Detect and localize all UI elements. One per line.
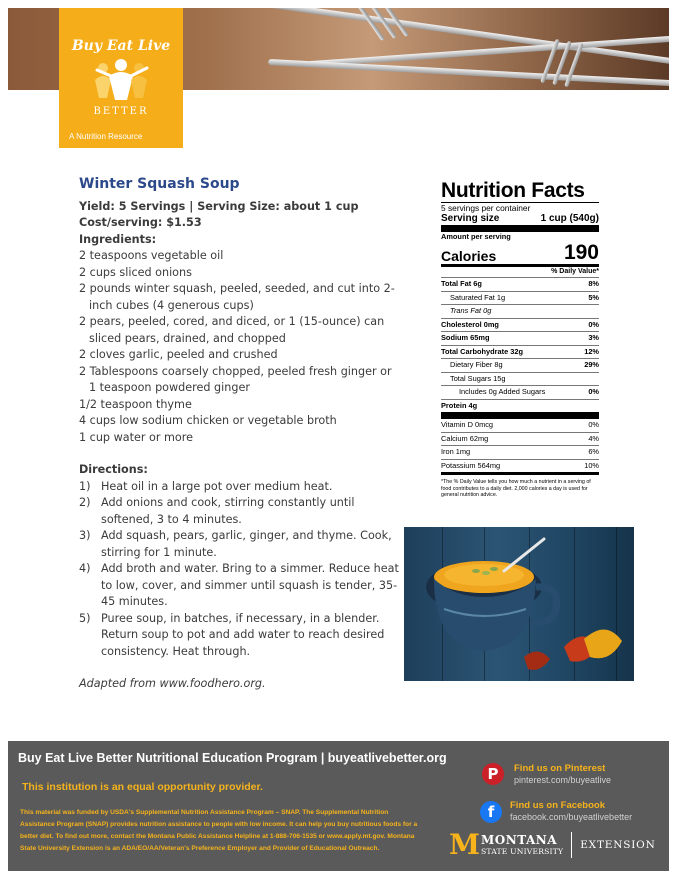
ingredient-item: 2 cloves garlic, peeled and crushed bbox=[79, 348, 278, 361]
msu-name bbox=[481, 834, 563, 857]
nutrient-label: Total Sugars 15g bbox=[450, 373, 506, 383]
facebook-icon[interactable]: f bbox=[480, 801, 502, 823]
step-text: Heat oil in a large pot over medium heat. bbox=[101, 479, 333, 493]
directions-heading: Directions: bbox=[79, 463, 148, 476]
nutrient-row bbox=[441, 304, 599, 318]
nutrition-facts-title: Nutrition Facts bbox=[441, 179, 585, 202]
logo-caption: A Nutrition Resource bbox=[69, 132, 143, 141]
msu-extension-logo bbox=[449, 830, 656, 860]
buy-eat-live-better-logo bbox=[59, 8, 183, 148]
nutrient-label: Includes 0g Added Sugars bbox=[459, 387, 546, 396]
nutrient-pct: 12% bbox=[584, 346, 599, 356]
nutrient-label: Protein 4g bbox=[441, 400, 478, 410]
nutrient-label: Saturated Fat 1g bbox=[450, 292, 506, 302]
serving-size-label: Serving size bbox=[441, 213, 500, 224]
ingredient-item: 2 pounds winter squash, peeled, seeded, and cut into 2-inch cubes (4 generous cups) bbox=[79, 282, 395, 312]
step-text: Puree soup, in batches, if necessary, in a blender. Return soup to pot and add water to reach desired consistency. Heat through. bbox=[101, 611, 385, 658]
amount-per-serving: Amount per serving bbox=[441, 232, 511, 241]
ingredient-item: 2 pears, peeled, cored, and diced, or 1 (15-ounce) can sliced pears, drained, and chopped bbox=[79, 315, 385, 345]
daily-value-header: % Daily Value* bbox=[551, 268, 599, 275]
nutrient-pct: 8% bbox=[588, 279, 599, 288]
vitamin-pct: 4% bbox=[588, 433, 599, 443]
nutrient-row bbox=[441, 372, 599, 386]
step-number: 1) bbox=[79, 479, 91, 493]
ingredient-item: 1 cup water or more bbox=[79, 430, 193, 444]
nutrient-rows bbox=[441, 277, 599, 412]
msu-name-small: STATE UNIVERSITY bbox=[481, 846, 564, 856]
direction-step bbox=[79, 495, 399, 528]
nutrient-pct: 29% bbox=[584, 360, 599, 369]
calories-label: Calories bbox=[441, 248, 497, 264]
pinterest-url: pinterest.com/buyeatlive bbox=[514, 775, 612, 785]
serving-size-row bbox=[441, 213, 599, 225]
nutrient-row bbox=[441, 331, 599, 345]
nutrient-label: Total Carbohydrate 32g bbox=[441, 346, 523, 356]
divider-thick bbox=[441, 225, 599, 232]
step-text: Add onions and cook, stirring constantly until softened, 3 to 4 minutes. bbox=[101, 496, 355, 526]
daily-value-footnote: *The % Daily Value tells you how much a nutrient in a serving of food contributes to a daily diet. 2,000 calories a day is used for general nutrition advice. bbox=[441, 479, 591, 498]
divider-medium bbox=[441, 472, 599, 475]
facebook-url: facebook.com/buyeatlivebetter bbox=[510, 812, 633, 822]
ingredient-item: 2 cups sliced onions bbox=[79, 265, 192, 279]
vitamin-pct: 10% bbox=[584, 460, 599, 470]
ingredient-item: 2 teaspoons vegetable oil bbox=[79, 249, 224, 262]
footer-title: Buy Eat Live Better Nutritional Education Program | buyeatlivebetter.org bbox=[18, 751, 447, 765]
calories-value: 190 bbox=[563, 241, 599, 264]
facebook-link[interactable] bbox=[510, 800, 632, 822]
nutrient-pct: 0% bbox=[588, 387, 599, 396]
soup-bowl-illustration bbox=[404, 527, 634, 681]
divider-thick bbox=[441, 412, 599, 419]
logo-divider bbox=[571, 832, 572, 858]
nutrient-pct: 0% bbox=[588, 319, 599, 329]
vitamin-label: Vitamin D 0mcg bbox=[441, 420, 494, 429]
logo-text-top: Buy Eat Live bbox=[71, 38, 171, 54]
directions-list bbox=[79, 479, 399, 661]
vitamin-pct: 0% bbox=[588, 420, 599, 429]
footer bbox=[8, 741, 669, 871]
ingredient-item: 2 Tablespoons coarsely chopped, peeled fresh ginger or 1 teaspoon powdered ginger bbox=[79, 364, 392, 394]
nutrient-pct: 5% bbox=[588, 292, 599, 302]
step-text: Add squash, pears, garlic, ginger, and thyme. Cook, stirring for 1 minute. bbox=[101, 529, 392, 559]
vitamin-label: Iron 1mg bbox=[441, 447, 471, 456]
servings-per-container: 5 servings per container bbox=[441, 203, 531, 213]
direction-step bbox=[79, 479, 399, 496]
direction-step bbox=[79, 528, 399, 561]
step-number: 2) bbox=[79, 496, 91, 509]
nutrient-row bbox=[441, 345, 599, 359]
funding-fine-print: This material was funded by USDA's Supplemental Nutrition Assistance Program – SNAP. The Supplemental Nutrition Assistance Program (SNAP) provides nutrition assistance to people with low income. It can help you buy nutritious foods for a better diet. To find out more, contact the Montana Public Assistance Helpline at 1-888-706-1535 or www.apply.mt.gov. Montana State University Extension is an ADA/EO/AA/Veteran's Preference Employer and Provider of Educational Outreach. bbox=[20, 809, 418, 852]
direction-step bbox=[79, 611, 399, 661]
pinterest-icon[interactable]: P bbox=[482, 763, 504, 785]
msu-extension-text: EXTENSION bbox=[580, 839, 656, 851]
recipe-section bbox=[79, 176, 399, 693]
equal-opportunity-statement: This institution is an equal opportunity provider. bbox=[22, 781, 263, 793]
ingredients-list bbox=[79, 248, 399, 446]
msu-m-icon: M bbox=[449, 828, 480, 861]
nutrient-label: Dietary Fiber 8g bbox=[450, 360, 503, 369]
vitamin-row bbox=[441, 459, 599, 473]
nutrition-facts-label bbox=[441, 180, 599, 499]
recipe-title: Winter Squash Soup bbox=[79, 176, 240, 192]
msu-name-big: MONTANA bbox=[481, 832, 558, 847]
vitamin-row bbox=[441, 432, 599, 446]
vitamin-row bbox=[441, 445, 599, 459]
nutrient-label: Total Fat 6g bbox=[441, 279, 482, 288]
direction-step bbox=[79, 561, 399, 611]
nutrient-pct: 3% bbox=[588, 333, 599, 342]
step-number: 5) bbox=[79, 611, 91, 625]
step-text: Add broth and water. Bring to a simmer. Reduce heat to low, cover, and simmer until squash is tender, 35-45 minutes. bbox=[101, 562, 399, 608]
recipe-cost: Cost/serving: $1.53 bbox=[79, 216, 202, 229]
pinterest-link[interactable] bbox=[514, 763, 611, 785]
step-number: 3) bbox=[79, 529, 91, 542]
facebook-label: Find us on Facebook bbox=[510, 800, 606, 811]
vitamin-row bbox=[441, 419, 599, 432]
ingredients-heading: Ingredients: bbox=[79, 232, 157, 246]
vitamin-label: Potassium 564mg bbox=[441, 460, 501, 470]
serving-size-value: 1 cup (540g) bbox=[540, 213, 599, 224]
nutrient-row bbox=[441, 399, 599, 413]
nutrient-row bbox=[441, 318, 599, 332]
people-figures-icon bbox=[89, 58, 153, 102]
nutrient-row bbox=[441, 358, 599, 372]
ingredient-item: 1/2 teaspoon thyme bbox=[79, 397, 192, 411]
nutrient-label: Sodium 65mg bbox=[441, 333, 490, 342]
calories-row bbox=[441, 242, 599, 264]
nutrient-label: Trans Fat 0g bbox=[450, 306, 492, 315]
nutrient-label: Cholesterol 0mg bbox=[441, 319, 499, 329]
vitamin-pct: 6% bbox=[588, 447, 599, 456]
logo-text-bottom: BETTER bbox=[93, 106, 149, 117]
adapted-from-note: Adapted from www.foodhero.org. bbox=[79, 677, 266, 690]
recipe-yield: Yield: 5 Servings | Serving Size: about 1 cup bbox=[79, 199, 359, 213]
ingredient-item: 4 cups low sodium chicken or vegetable broth bbox=[79, 414, 337, 427]
nutrient-row bbox=[441, 277, 599, 291]
nutrient-row bbox=[441, 385, 599, 399]
pinterest-label: Find us on Pinterest bbox=[514, 763, 606, 774]
vitamin-label: Calcium 62mg bbox=[441, 433, 489, 443]
nutrient-row bbox=[441, 291, 599, 305]
soup-photo bbox=[404, 527, 634, 681]
step-number: 4) bbox=[79, 562, 91, 575]
